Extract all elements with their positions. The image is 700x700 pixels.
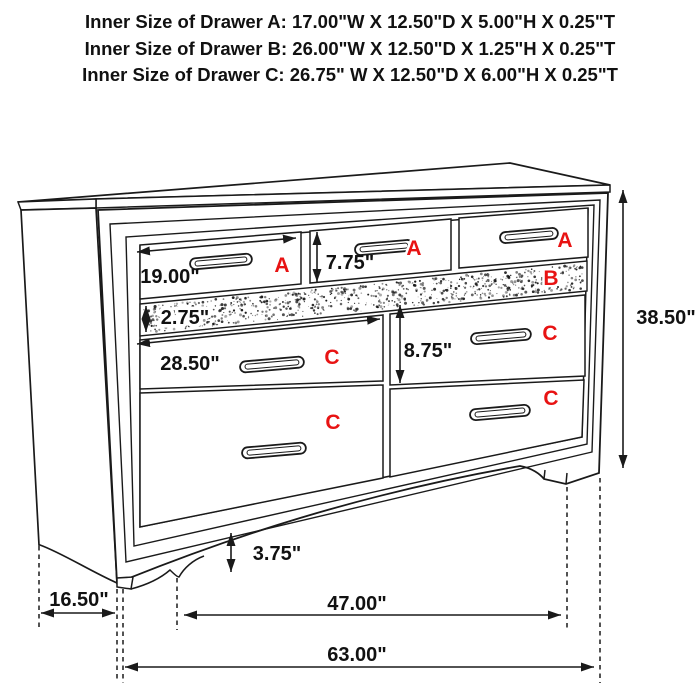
label-drawer-a2: A xyxy=(406,237,422,260)
front-left-foot xyxy=(117,577,133,589)
dim-total-width: 63.00" xyxy=(327,644,387,666)
dim-drawer-a-width: 19.00" xyxy=(140,266,200,288)
dim-drawer-b-height: 2.75" xyxy=(160,307,210,329)
label-drawer-c-lower-right: C xyxy=(543,387,559,410)
dim-foot-height: 3.75" xyxy=(252,543,302,565)
label-drawer-c-lower-left: C xyxy=(325,411,341,434)
label-drawer-b: B xyxy=(543,267,559,290)
label-drawer-a1: A xyxy=(274,254,290,277)
dim-drawer-c-width: 28.50" xyxy=(160,353,220,375)
label-drawer-c-upper-left: C xyxy=(324,346,340,369)
dim-drawer-a-height: 7.75" xyxy=(325,252,375,274)
dim-side-depth: 16.50" xyxy=(49,589,109,611)
dim-drawer-c-height: 8.75" xyxy=(403,340,453,362)
dim-total-height: 38.50" xyxy=(636,307,696,329)
header-line-drawer-b: Inner Size of Drawer B: 26.00"W X 12.50"D X 1.25"H X 0.25"T xyxy=(84,37,616,59)
dim-inner-width: 47.00" xyxy=(327,593,387,615)
header-line-drawer-c: Inner Size of Drawer C: 26.75" W X 12.50"D X 6.00"H X 0.25"T xyxy=(82,64,618,85)
label-drawer-a3: A xyxy=(557,229,573,252)
label-drawer-c-upper-right: C xyxy=(542,322,558,345)
header-line-drawer-a: Inner Size of Drawer A: 17.00"W X 12.50"D X 5.00"H X 0.25"T xyxy=(85,11,615,32)
